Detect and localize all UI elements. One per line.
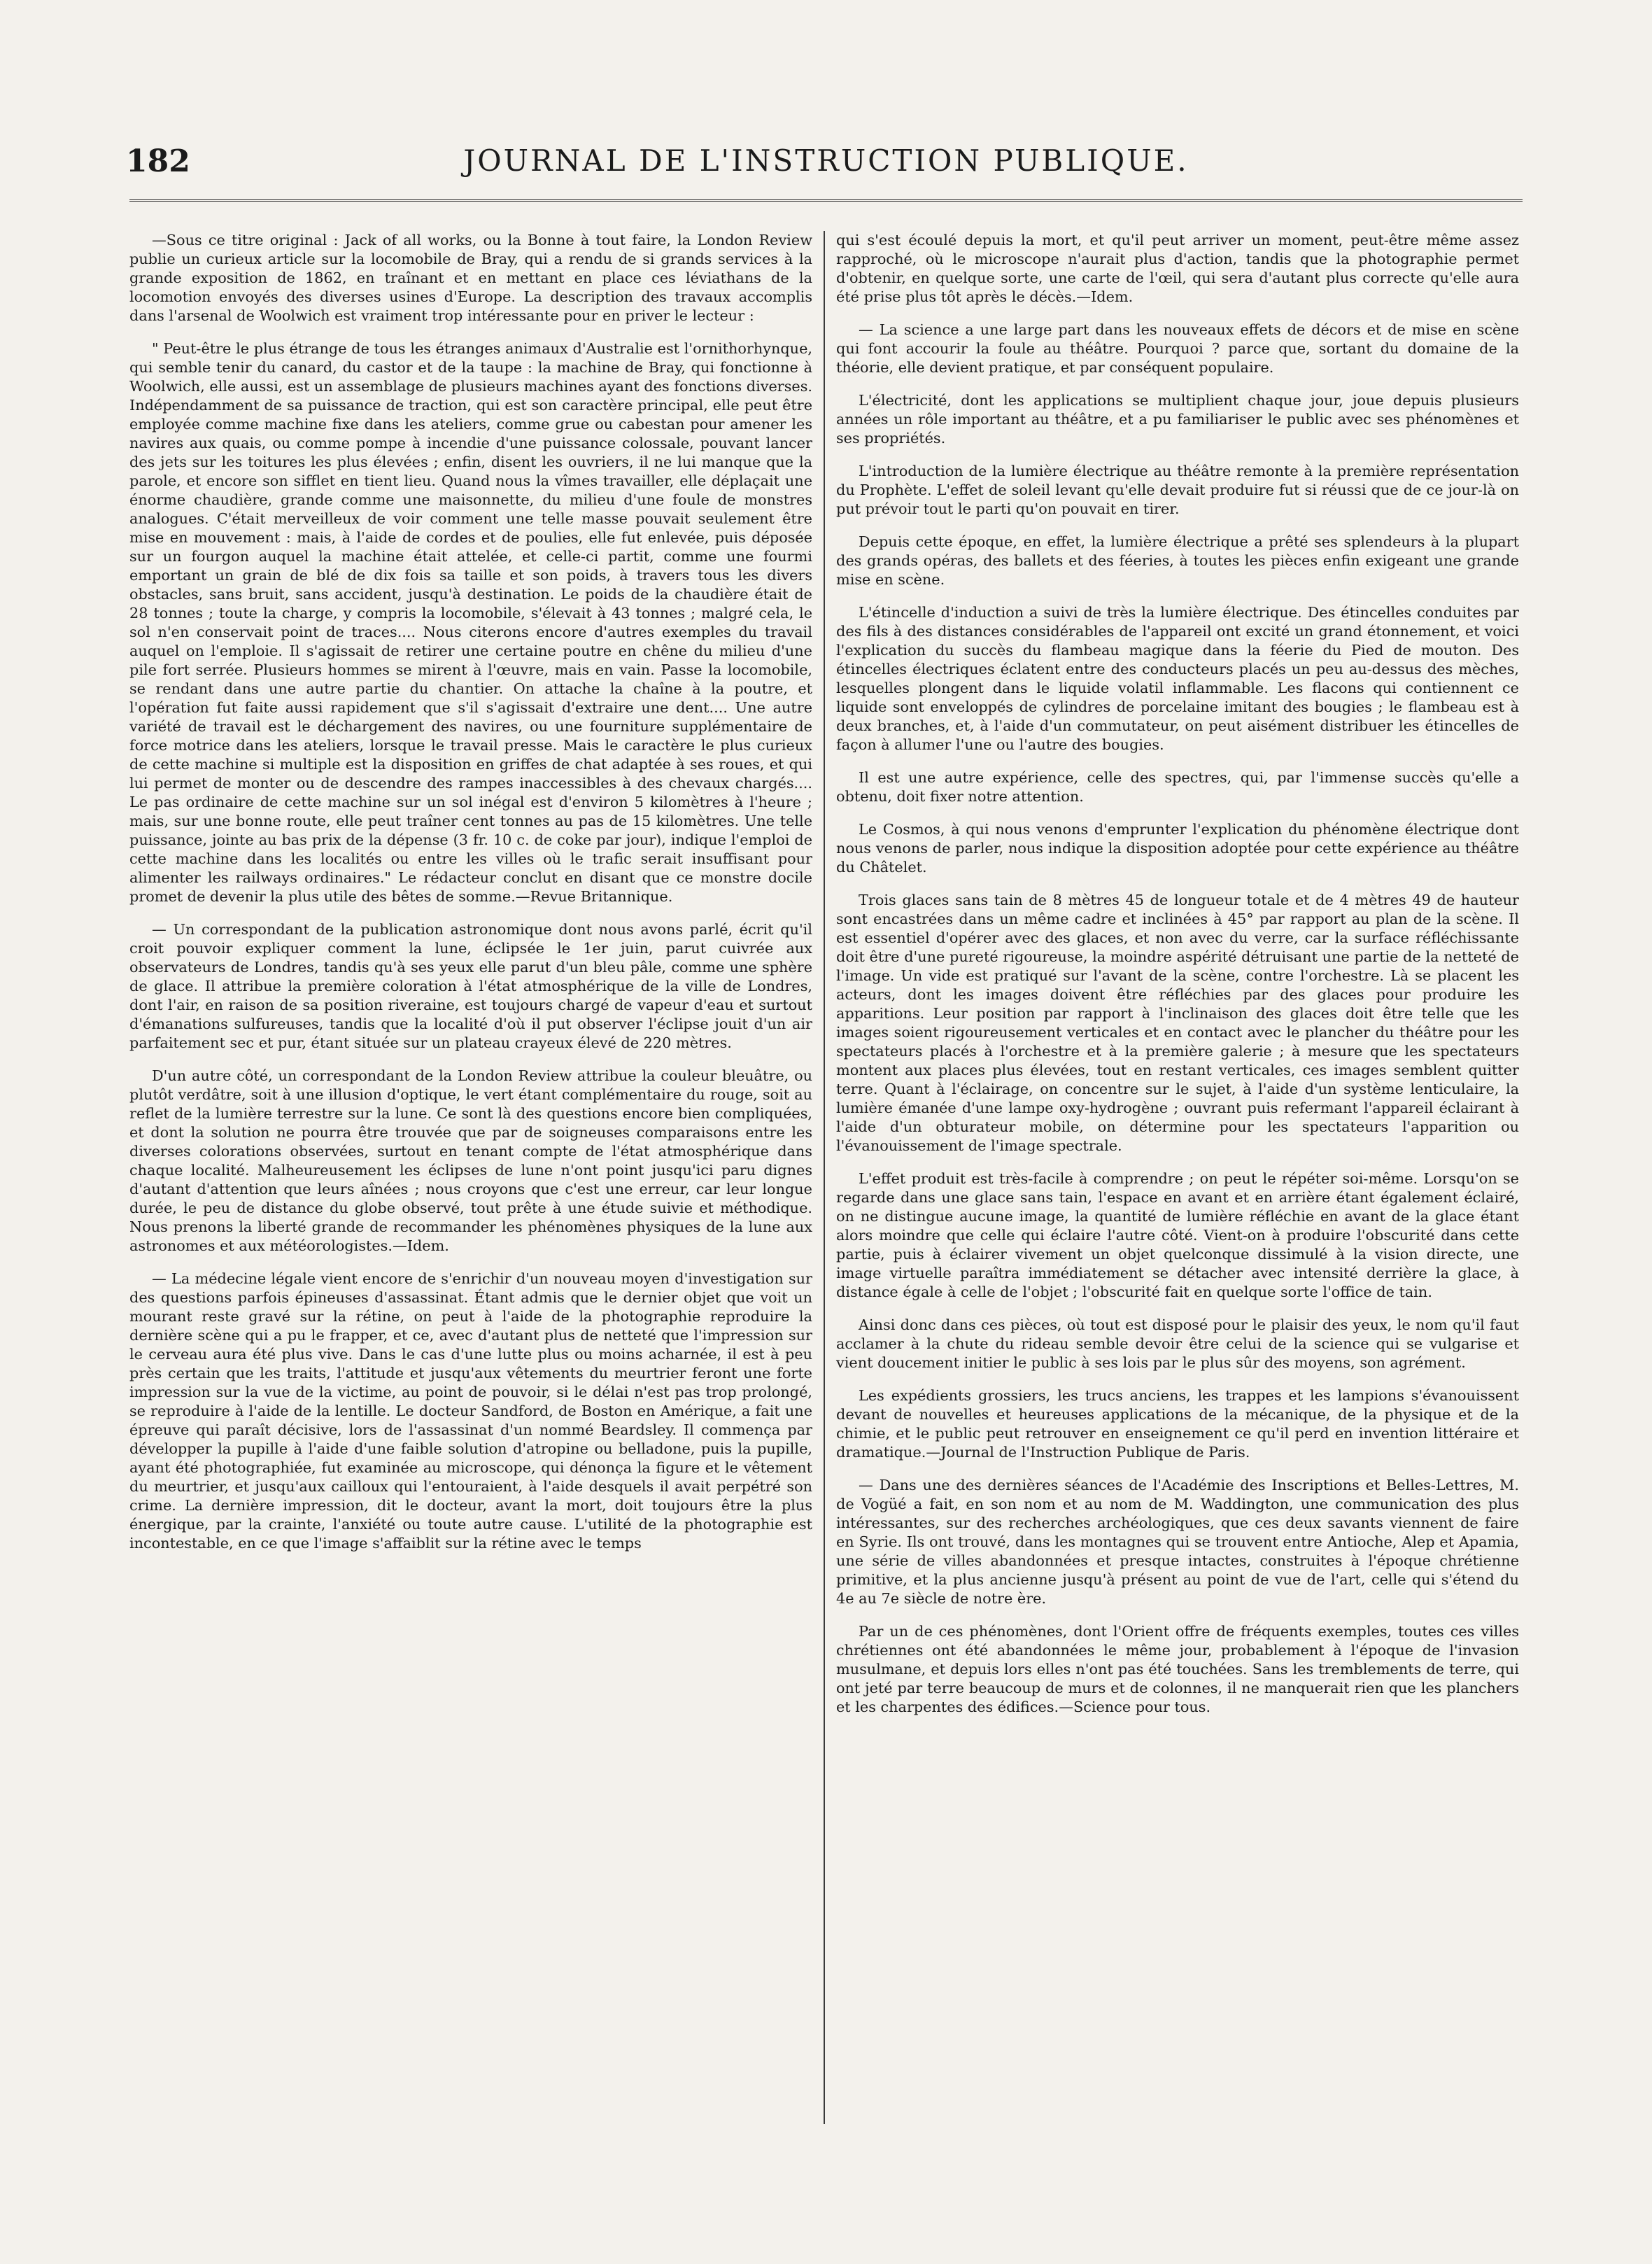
article-electric-light-cont: Depuis cette époque, en effet, la lumière électrique a prêté ses splendeurs à la plupart des grands opéras, des ballets et des féeries, à toutes les pièces enfin exigeant une grande mise en scène. (836, 533, 1519, 588)
header-rule (129, 199, 1523, 206)
article-eclipse: — Un correspondant de la publication astronomique dont nous avons parlé, écrit qu'il croit pouvoir expliquer comment la lune, éclipsée le 1er juin, parut cuivrée aux observateurs de Londres, tandis qu'à ses yeux elle parut d'un bleu pâle, comme une sphère de glace. Il attribue la première coloration à l'état atmosphérique de la ville de Londres, dont l'air, en raison de sa position riveraine, est toujours chargé de vapeur d'eau et surtout d'émanations sulfureuses, tandis que la localité d'où il put observer l'éclipse jouit d'un air parfaitement sec et pur, étant située sur un plateau crayeux élevé de 220 mètres. (129, 921, 812, 1051)
article-theatre-science: — La science a une large part dans les nouveaux effets de décors et de mise en scène qui font accourir la foule au théâtre. Pourquoi ? parce que, sortant du domaine de la théorie, elle devient pratique, et par conséquent populaire. (836, 321, 1519, 376)
article-syria: — Dans une des dernières séances de l'Académie des Inscriptions et Belles-Lettres, M. de Vogüé a fait, en son nom et au nom de M. Waddington, une communication des plus intéressantes, sur des recherches archéologiques, que ces deux savants viennent de faire en Syrie. Ils ont trouvé, dans les montagnes qui se trouvent entre Antioche, Alep et Apamia, une série de villes abandonnées et presque intactes, construites à l'époque chrétienne primitive, et la plus ancienne jusqu'à présent au point de vue de l'art, celle qui s'étend du 4e au 7e siècle de notre ère. (836, 1477, 1519, 1607)
article-expedients: Les expédients grossiers, les trucs anciens, les trappes et les lampions s'évanouissent devant de nouvelles et heureuses applications de la mécanique, de la physique et de la chimie, et le public peut retrouver en enseignement ce qu'il perd en invention littéraire et dramatique.—Journal de l'Instruction Publique de Paris. (836, 1387, 1519, 1461)
article-electric-light: L'introduction de la lumière électrique au théâtre remonte à la première représentation du Prophète. L'effet de soleil levant qu'elle devait produire fut si réussi que de ce jour-là on put prévoir tout le parti qu'on pouvait en tirer. (836, 463, 1519, 517)
article-syria-cont: Par un de ces phénomènes, dont l'Orient offre de fréquents exemples, toutes ces villes chrétiennes ont été abandonnées le même jour, probablement à l'époque de l'invasion musulmane, et depuis lors elles n'ont pas été touchées. Sans les tremblements de terre, qui ont jeté par terre beaucoup de murs et de colonnes, il ne manquerait rien que les planchers et les charpentes des édifices.—Science pour tous. (836, 1623, 1519, 1715)
article-forensic-cont: qui s'est écoulé depuis la mort, et qu'il peut arriver un moment, peut-être même assez rapproché, où le microscope n'aurait plus d'action, tandis que la photographie permet d'obtenir, en quelque sorte, une carte de l'œil, qui sera d'autant plus correcte qu'elle aura été prise plus tôt après le décès.—Idem. (836, 232, 1519, 305)
journal-title: JOURNAL DE L'INSTRUCTION PUBLIQUE. (463, 143, 1189, 178)
article-electricity: L'électricité, dont les applications se multiplient chaque jour, joue depuis plusieurs années un rôle important au théâtre, et a pu familiariser le public avec ses phénomènes et ses propriétés. (836, 392, 1519, 447)
page-header (126, 143, 1526, 185)
article-cosmos: Le Cosmos, à qui nous venons d'emprunter l'explication du phénomène électrique dont nous venons de parler, nous indique la disposition adoptée pour cette expérience au théâtre du Châtelet. (836, 821, 1519, 876)
article-columns (129, 231, 1523, 2124)
article-locomobile-intro: —Sous ce titre original : Jack of all works, ou la Bonne à tout faire, la London Review publie un curieux article sur la locomobile de Bray, qui a rendu de si grands services à la grande exposition de 1862, en traînant et en mettant en place ces léviathans de la locomotion envoyés des diverses usines d'Europe. La description des travaux accomplis dans l'arsenal de Woolwich est vraiment trop intéressante pour en priver le lecteur : (129, 232, 812, 324)
article-forensic: — La médecine légale vient encore de s'enrichir d'un nouveau moyen d'investigation sur des questions parfois épineuses d'assassinat. Étant admis que le dernier objet que voit un mourant reste gravé sur la rétine, on peut à l'aide de la photographie reproduire la dernière scène qui a pu le frapper, et ce, avec d'autant plus de netteté que l'impression sur le cerveau aura été plus vive. Dans le cas d'une lutte plus ou moins acharnée, il est à peu près certain que les traits, l'attitude et jusqu'aux vêtements du meurtrier feront une forte impression sur la vue de la victime, au point de pouvoir, si le délai n'est pas trop prolongé, se reproduire à l'aide de la lentille. Le docteur Sandford, de Boston en Amérique, a fait une épreuve qui paraît décisive, lors de l'assassinat d'un nommé Beardsley. Il commença par développer la pupille à l'aide d'une faible solution d'atropine ou belladone, puis la pupille, ayant été photographiée, fut examinée au microscope, qui dénonça la figure et le vêtement du meurtrier, et jusqu'aux cailloux qui l'entouraient, à l'aide desquels il avait perpétré son crime. La dernière impression, dit le docteur, avant la mort, doit toujours être la plus énergique, par la crainte, l'anxiété ou toute autre cause. L'utilité de la photographie est incontestable, en ce que l'image s'affaiblit sur la rétine avec le temps (129, 1270, 812, 1552)
page-number: 182 (126, 143, 190, 179)
article-ainsi-donc: Ainsi donc dans ces pièces, où tout est disposé pour le plaisir des yeux, le nom qu'il faut acclamer à la chute du rideau semble devoir être celui de la science qui se vulgarise et vient doucement initier le public à ses lois par le plus sûr des moyens, son agrément. (836, 1316, 1519, 1371)
article-eclipse-cont: D'un autre côté, un correspondant de la London Review attribue la couleur bleuâtre, ou plutôt verdâtre, soit à une illusion d'optique, le vert étant complémentaire du rouge, soit au reflet de la lumière terrestre sur la lune. Ce sont là des questions encore bien compliquées, et dont la solution ne pourra être trouvée que par de soigneuses comparaisons entre les diverses colorations observées, surtout en tenant compte de l'état atmosphérique dans chaque localité. Malheureusement les éclipses de lune n'ont point jusqu'ici paru dignes d'autant d'attention que leurs aînées ; nous croyons que c'est une erreur, car leur longue durée, le peu de distance du globe observé, tout prête à une étude suivie et méthodique. Nous prenons la liberté grande de recommander les phénomènes physiques de la lune aux astronomes et aux météorologistes.—Idem. (129, 1067, 812, 1254)
article-locomobile-quote: " Peut-être le plus étrange de tous les étranges animaux d'Australie est l'ornithorhynque, qui semble tenir du canard, du castor et de la taupe : la machine de Bray, qui fonctionne à Woolwich, elle aussi, est un assemblage de plusieurs machines ayant des fonctions diverses. Indépendamment de sa puissance de traction, qui est son caractère principal, elle peut être employée comme machine fixe dans les ateliers, comme grue ou cabestan pour amener les navires aux quais, ou comme pompe à incendie d'une puissance colossale, pouvant lancer des jets sur les toitures les plus élevées ; enfin, disent les ouvriers, il ne lui manque que la parole, et encore son sifflet en tient lieu. Quand nous la vîmes travailler, elle déplaçait une énorme chaudière, grande comme une maisonnette, du milieu d'une foule de monstres analogues. C'était merveilleux de voir comment une telle masse pouvait seulement être mise en mouvement : mais, à l'aide de cordes et de poulies, elle fut enlevée, puis déposée sur un fourgon auquel la machine était attelée, et celle-ci partit, comme une fourmi emportant un grain de blé de dix fois sa taille et son poids, à travers tous les divers obstacles, sans bruit, sans accident, jusqu'à destination. Le poids de la chaudière était de 28 tonnes ; toute la charge, y compris la locomobile, s'élevait à 43 tonnes ; malgré cela, le sol n'en conservait point de traces.... Nous citerons encore d'autres exemples du travail auquel on l'emploie. Il s'agissait de retirer une certaine poutre en chêne du milieu d'une pile fort serrée. Plusieurs hommes se mirent à l'œuvre, mais en vain. Passe la locomobile, se rendant dans une autre partie du chantier. On attache la chaîne à la poutre, et l'opération fut faite aussi rapidement que s'il s'agissait d'extraire une dent.... Une autre variété de travail est le déchargement des navires, ou une fourniture supplémentaire de force motrice dans les ateliers, lorsque le travail presse. Mais le caractère le plus curieux de cette machine si multiple est la disposition en griffes de chat adaptée à ses roues, et qui lui permet de monter ou de descendre des rampes inaccessibles à des chevaux chargés.... Le pas ordinaire de cette machine sur un sol inégal est d'environ 5 kilomètres à l'heure ; mais, sur une bonne route, elle peut traîner cent tonnes au pas de 15 kilomètres. Une telle puissance, jointe au bas prix de la dépense (3 fr. 10 c. de coke par jour), indique l'emploi de cette machine dans les localités ou entre les villes où le trafic serait insuffisant pour alimenter les railways ordinaires." Le rédacteur conclut en disant que ce monstre docile promet de devenir la plus utile des bêtes de somme.—Revue Britannique. (129, 340, 812, 905)
article-mirrors: Trois glaces sans tain de 8 mètres 45 de longueur totale et de 4 mètres 49 de hauteur sont encastrées dans un même cadre et inclinées à 45° par rapport au plan de la scène. Il est essentiel d'opérer avec des glaces, et non avec du verre, car la surface réfléchissante doit être d'une pureté rigoureuse, la moindre aspérité détruisant une partie de la netteté de l'image. Un vide est pratiqué sur l'avant de la scène, contre l'orchestre. Là se placent les acteurs, dont les images doivent être réfléchies par des glaces pour produire les apparitions. Leur position par rapport à l'inclinaison des glaces doit être telle que les images soient rigoureusement verticales et en contact avec le plancher du théâtre pour les spectateurs placés à l'orchestre et à la première galerie ; à mesure que les spectateurs montent aux places plus élevées, tout en restant verticales, ces images semblent quitter terre. Quant à l'éclairage, on concentre sur le sujet, à l'aide d'un système lenticulaire, la lumière émanée d'une lampe oxy-hydrogène ; ouvrant puis refermant l'appareil éclairant à l'aide d'un obturateur mobile, on détermine pour les spectateurs l'apparition ou l'évanouissement de l'image spectrale. (836, 892, 1519, 1154)
article-spectres: Il est une autre expérience, celle des spectres, qui, par l'immense succès qu'elle a obtenu, doit fixer notre attention. (836, 769, 1519, 805)
article-induction-spark: L'étincelle d'induction a suivi de très la lumière électrique. Des étincelles conduites par des fils à des distances considérables de l'appareil ont excité un grand étonnement, et voici l'explication du succès du flambeau magique dans la féerie du Pied de mouton. Des étincelles électriques éclatent entre des conducteurs placés un peu au-dessus des mèches, lesquelles plongent dans le liquide volatil inflammable. Les flacons qui contiennent ce liquide sont enveloppés de cylindres de porcelaine imitant des bougies ; le flambeau est à deux branches, et, à l'aide d'un commutateur, on peut aisément distribuer les étincelles de façon à allumer l'une ou l'autre des bougies. (836, 604, 1519, 753)
article-effect: L'effet produit est très-facile à comprendre ; on peut le répéter soi-même. Lorsqu'on se regarde dans une glace sans tain, l'espace en avant et en arrière étant également éclairé, on ne distingue aucune image, la quantité de lumière réfléchie en avant de la glace étant alors moindre que celle qui éclaire l'autre côté. Vient-on à produire l'obscurité dans cette partie, puis à éclairer vivement un objet quelconque dissimulé à la vision directe, une image virtuelle paraîtra immédiatement se détacher avec intensité derrière la glace, à distance égale à celle de l'objet ; l'obscurité fait en quelque sorte l'office de tain. (836, 1170, 1519, 1300)
right-column (825, 231, 1519, 2124)
left-column (129, 231, 824, 2124)
